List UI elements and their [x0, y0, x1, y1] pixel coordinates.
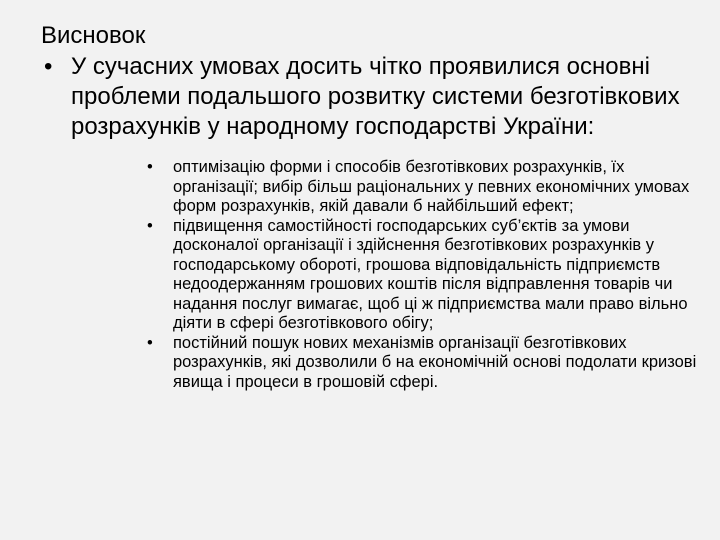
- sub-point-text: оптимізацію форми і способів безготівкових розрахунків, їх організації; вибір більш раціональних у певних економічних умовах форм розрахунків, якій давали б найбільший ефект;: [173, 158, 690, 215]
- main-bullet-item: [41, 52, 697, 392]
- bullet-icon: •: [147, 333, 153, 352]
- sub-bullet-list: [71, 158, 697, 392]
- bullet-icon: •: [44, 53, 53, 80]
- bullet-icon: •: [147, 216, 153, 235]
- sub-bullet-item: [71, 216, 688, 334]
- sub-point-text: підвищення самостійності господарських суб’єктів за умови досконалої організації і здійснення безготівкових розрахунків у господарському обороті, грошова відповідальність підприємств недоодержанням грошових коштів після відправлення товарів чи надання послуг вимагає, щоб ці ж підприємства мали право вільно діяти в сфері безготівкового обігу;: [173, 216, 688, 332]
- sub-bullet-item: [71, 158, 690, 217]
- slide-title: Висновок: [41, 22, 146, 49]
- sub-point-text: постійний пошук нових механізмів організації безготівкових розрахунків, які дозволили б на економічній основі подолати кризові явища і процеси в грошовій сфері.: [173, 333, 697, 391]
- main-bullet-list: [41, 52, 697, 392]
- main-point-text: У сучасних умовах досить чітко проявилися основні проблеми подальшого розвитку системи безготівкових розрахунків у народному господарстві України:: [71, 53, 680, 140]
- bullet-icon: •: [147, 158, 153, 176]
- sub-bullet-item: [71, 333, 697, 393]
